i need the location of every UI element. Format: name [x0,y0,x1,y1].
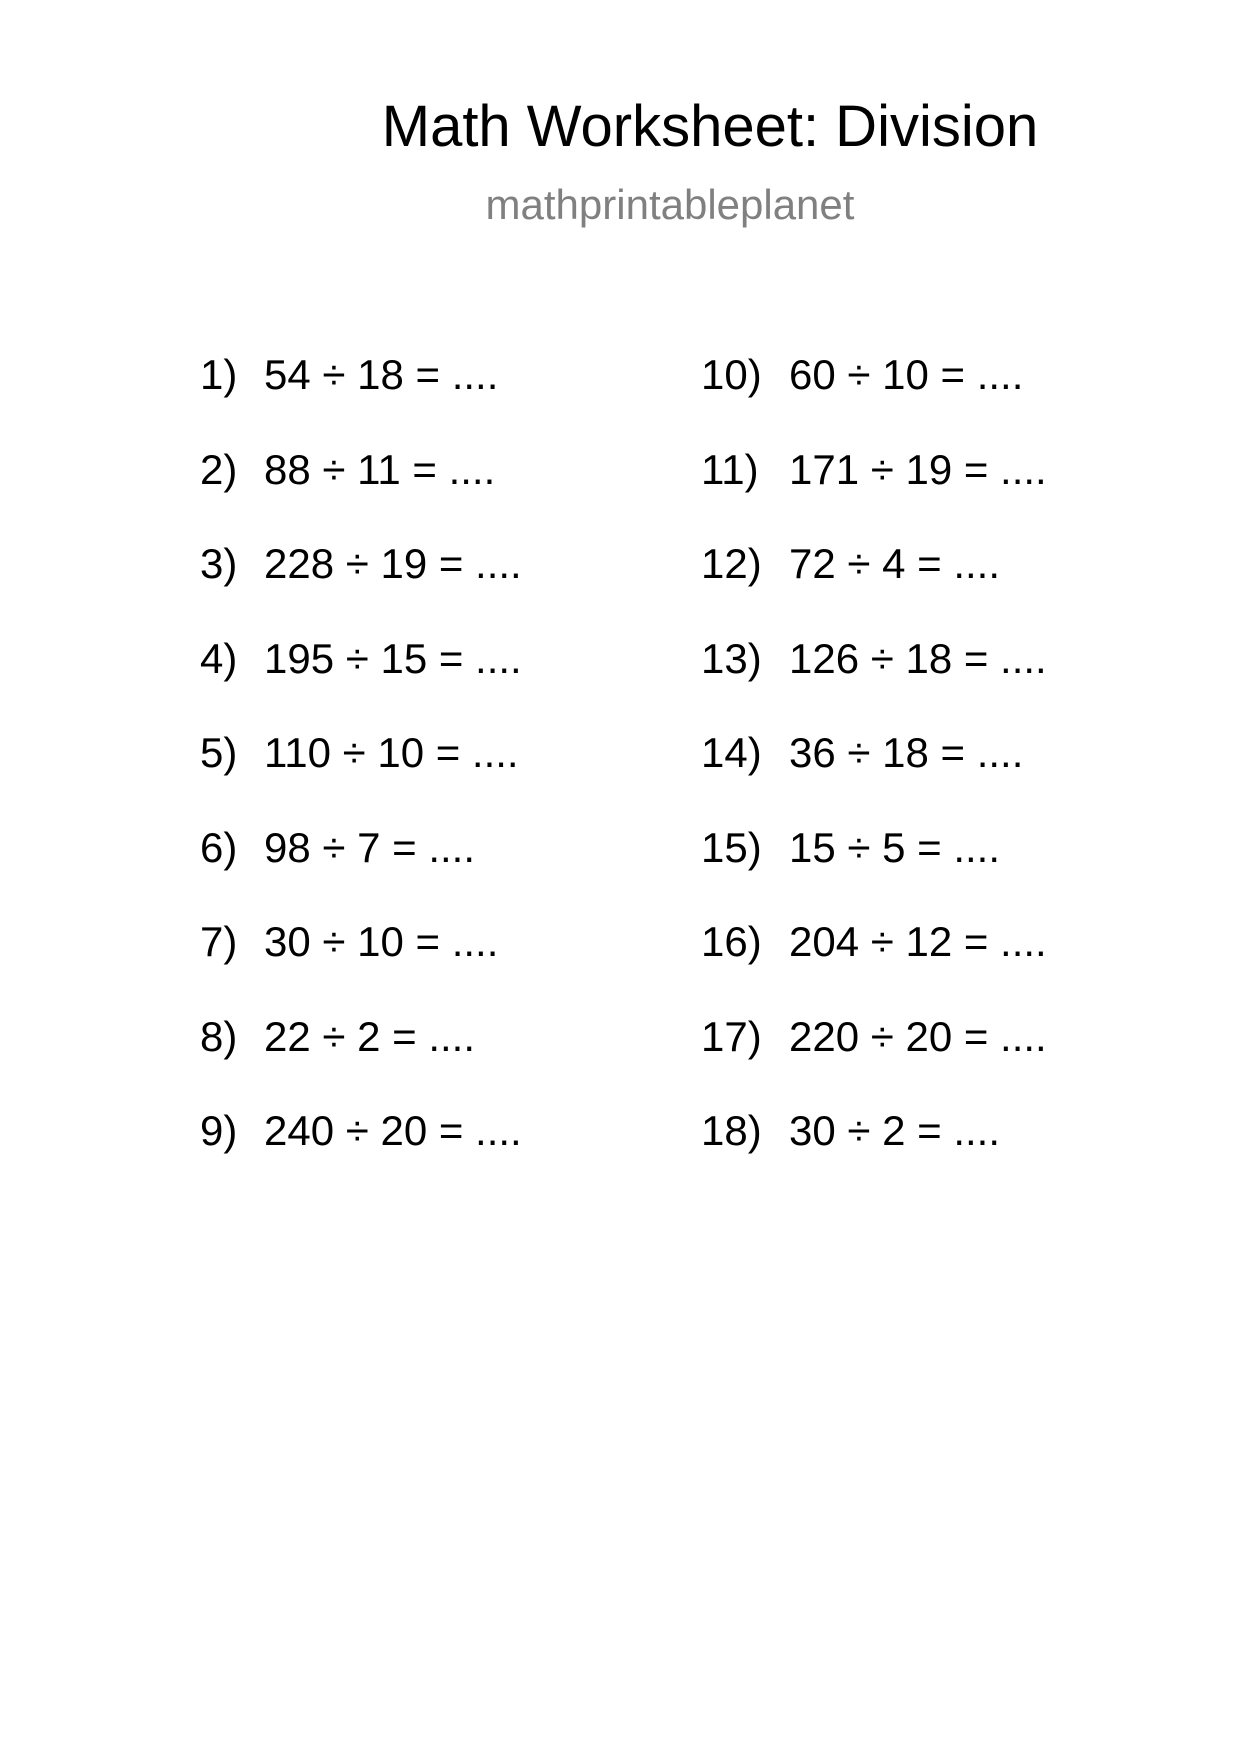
problem-number: 3) [200,540,238,587]
problem-expression: 171 ÷ 19 = .... [789,445,1047,493]
problem-expression: 126 ÷ 18 = .... [789,634,1047,682]
problem-expression: 54 ÷ 18 = .... [264,351,499,398]
problem-expression: 195 ÷ 15 = .... [264,634,522,682]
problem-7 [200,918,522,1016]
problem-number: 13) [701,634,762,682]
problem-10 [701,351,1047,449]
problem-expression: 60 ÷ 10 = .... [789,351,1024,398]
problem-expression: 228 ÷ 19 = .... [264,540,522,587]
problem-number: 15) [701,823,762,871]
worksheet-title: Math Worksheet: Division [381,94,1039,159]
problem-column-right [701,351,1047,1205]
problem-expression: 36 ÷ 18 = .... [789,729,1024,776]
problem-number: 6) [200,823,238,871]
problem-15 [701,823,1047,922]
problem-expression: 22 ÷ 2 = .... [264,1012,476,1060]
problem-4 [200,634,522,733]
problem-expression: 110 ÷ 10 = .... [264,729,519,776]
problem-18 [701,1107,1047,1205]
problem-13 [701,634,1047,733]
problem-number: 10) [701,351,762,398]
problem-8 [200,1012,522,1111]
problem-expression: 240 ÷ 20 = .... [264,1107,522,1154]
problem-number: 7) [200,918,238,965]
problem-3 [200,540,522,638]
problem-number: 12) [701,540,762,587]
problem-expression: 72 ÷ 4 = .... [789,540,1001,587]
problem-number: 4) [200,634,238,682]
problem-expression: 98 ÷ 7 = .... [264,823,476,871]
problem-number: 14) [701,729,762,776]
problem-1 [200,351,522,449]
problem-2 [200,445,522,544]
problem-number: 5) [200,729,238,776]
problem-expression: 30 ÷ 10 = .... [264,918,499,965]
problem-number: 2) [200,445,238,493]
problem-expression: 15 ÷ 5 = .... [789,823,1001,871]
problem-5 [200,729,522,827]
problem-16 [701,918,1047,1016]
problem-number: 11) [701,445,759,493]
problem-17 [701,1012,1047,1111]
worksheet-subtitle: mathprintableplanet [485,181,855,228]
problem-number: 18) [701,1107,762,1154]
problem-number: 17) [701,1012,762,1060]
problem-expression: 204 ÷ 12 = .... [789,918,1047,965]
problem-number: 1) [200,351,238,398]
problem-number: 9) [200,1107,238,1154]
problem-6 [200,823,522,922]
problem-14 [701,729,1047,827]
problem-12 [701,540,1047,638]
problem-11 [701,445,1047,544]
problem-number: 8) [200,1012,238,1060]
problem-expression: 30 ÷ 2 = .... [789,1107,1001,1154]
problem-expression: 220 ÷ 20 = .... [789,1012,1047,1060]
problem-column-left [200,351,522,1205]
problem-9 [200,1107,522,1205]
problem-number: 16) [701,918,762,965]
problem-expression: 88 ÷ 11 = .... [264,445,496,493]
